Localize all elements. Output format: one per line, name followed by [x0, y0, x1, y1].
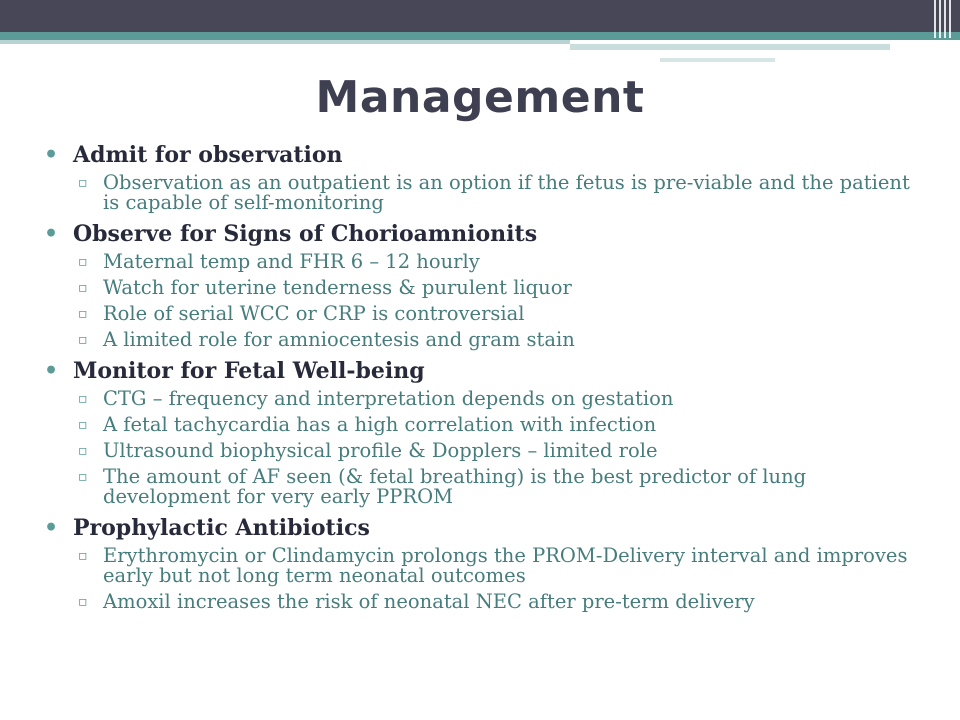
header-accent-line-tertiary: [570, 44, 890, 50]
header-accent-line-short: [660, 58, 775, 62]
sub-bullet: ▫ Maternal temp and FHR 6 – 12 hourly: [42, 249, 932, 275]
sub-bullet: ▫ CTG – frequency and interpretation depends on gestation: [42, 386, 932, 412]
sub-bullet: ▫ A limited role for amniocentesis and gram stain: [42, 327, 932, 353]
slide-title: Management: [315, 72, 645, 123]
slide-body: [42, 140, 932, 615]
sub-bullet: ▫ Ultrasound biophysical profile & Dopplers – limited role: [42, 438, 932, 464]
bullet-heading: • Admit for observation: [42, 140, 932, 170]
sub-bullet: ▫ Watch for uterine tenderness & purulent liquor: [42, 275, 932, 301]
sub-bullet: ▫ The amount of AF seen (& fetal breathing) is the best predictor of lung development for very early PPROM: [42, 464, 932, 510]
header-accent-line: [0, 32, 960, 40]
header-band: [0, 0, 960, 32]
header-accent-line-secondary: [0, 40, 570, 44]
sub-bullet: ▫ A fetal tachycardia has a high correlation with infection: [42, 412, 932, 438]
sub-bullet: ▫ Observation as an outpatient is an option if the fetus is pre-viable and the patient is capable of self-monitoring: [42, 170, 932, 216]
sub-bullet: ▫ Role of serial WCC or CRP is controversial: [42, 301, 932, 327]
sub-bullet: ▫ Amoxil increases the risk of neonatal NEC after pre-term delivery: [42, 589, 932, 615]
header-vertical-stripes: [934, 0, 954, 38]
sub-bullet: ▫ Erythromycin or Clindamycin prolongs the PROM-Delivery interval and improves early but not long term neonatal outcomes: [42, 543, 932, 589]
bullet-heading: • Prophylactic Antibiotics: [42, 513, 932, 543]
bullet-heading: • Observe for Signs of Chorioamnionits: [42, 219, 932, 249]
bullet-heading: • Monitor for Fetal Well-being: [42, 356, 932, 386]
